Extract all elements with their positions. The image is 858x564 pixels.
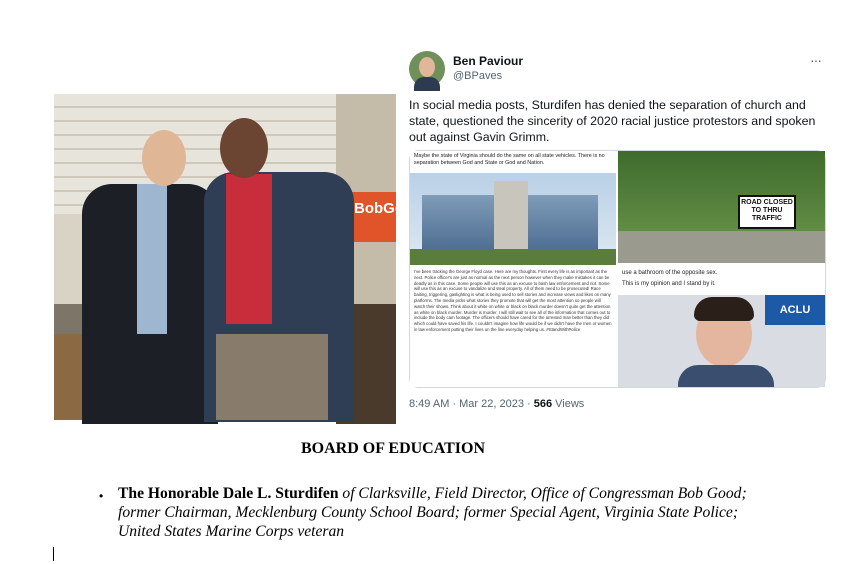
person-hair (694, 297, 754, 321)
avatar-shirt (414, 77, 440, 91)
media-post-note (618, 265, 825, 295)
author-avatar[interactable] (409, 51, 445, 87)
person-left-shirt (137, 184, 167, 334)
media-post-text-body: I've been tracking the George Floyd case. Here are my thoughts. First every life is as important as the next. Police officer's are just as normal as the next person however when they make mistakes it can be deadly as in this case. Some people will use this as an excuse to bash law enforcement and riot. Some will use this as an excuse to vandalize and steal property. All of them need to be prosecuted! Race baiting, triggering, gaslighting is what is being used to sell stories and increase views and likes on many platforms. The media picks what stories they promote that will get the most attention so people will watch their shows. Think about it white on white or black on black murder doesn't quite get the attention as white on black murder. Murder is murder. I will still wait to see all of the information that comes out to include the body cam footage. The officers should have cared for the arrested man better than they did which could have saved his life. I couldn't imagine how life would be if we didn't have the men or women in law enforcement putting their lives on the line everyday helping us. #StandWithPolice (414, 269, 612, 332)
note-line-2: This is my opinion and I stand by it. (622, 281, 716, 287)
author-name[interactable]: Ben Paviour (453, 54, 524, 68)
road-surface (618, 231, 825, 263)
media-screenshot-posts[interactable] (410, 151, 616, 387)
road-closed-sign: ROAD CLOSED TO THRU TRAFFIC (738, 195, 796, 229)
media-post-text-top: Maybe the state of Virginia should do the same on all state vehicles. There is no separation between God and State or God and Nation. (414, 153, 605, 166)
media-building-image (410, 173, 616, 265)
campaign-photo (54, 94, 404, 420)
member-description: of Clarksville, Field Director, Office of Congressman Bob Good; former Chairman, Mecklenburg County School Board; former Special Agent, Virginia State Police; United States Marine Corps veteran (118, 485, 747, 540)
member-name: The Honorable Dale L. Sturdifen (118, 485, 339, 502)
views-count: 566 (533, 398, 553, 410)
avatar-face (419, 57, 435, 77)
person-right-shirt (226, 174, 272, 324)
board-member-entry (118, 484, 758, 541)
board-heading: BOARD OF EDUCATION (300, 440, 485, 457)
person-left-head (142, 130, 186, 186)
tweet-meta (409, 398, 584, 410)
bullet-marker: • (99, 489, 104, 503)
tweet-text: In social media posts, Sturdifen has denied the separation of church and state, questioned the sincerity of 2020 racial justice protestors and spoken out against Gavin Grimm. (409, 98, 816, 144)
campaign-sign: BobGo (350, 192, 396, 242)
media-road-image[interactable] (618, 151, 825, 263)
views-label: Views (555, 398, 585, 410)
aclu-badge: ACLU (765, 295, 825, 325)
note-line-1: use a bathroom of the opposite sex. (622, 270, 718, 276)
media-person-image[interactable] (618, 295, 825, 387)
text-cursor (53, 547, 54, 561)
author-handle[interactable]: @BPaves (453, 70, 503, 82)
tweet-timestamp[interactable]: 8:49 AM · Mar 22, 2023 · (409, 398, 531, 410)
more-options-icon[interactable]: ··· (810, 52, 821, 68)
building-lawn (410, 249, 616, 265)
tweet-media-grid[interactable] (409, 150, 826, 388)
person-right-pants (216, 334, 328, 420)
person-right-head (220, 118, 268, 178)
building-tower (494, 181, 528, 249)
person-shirt (678, 365, 774, 387)
